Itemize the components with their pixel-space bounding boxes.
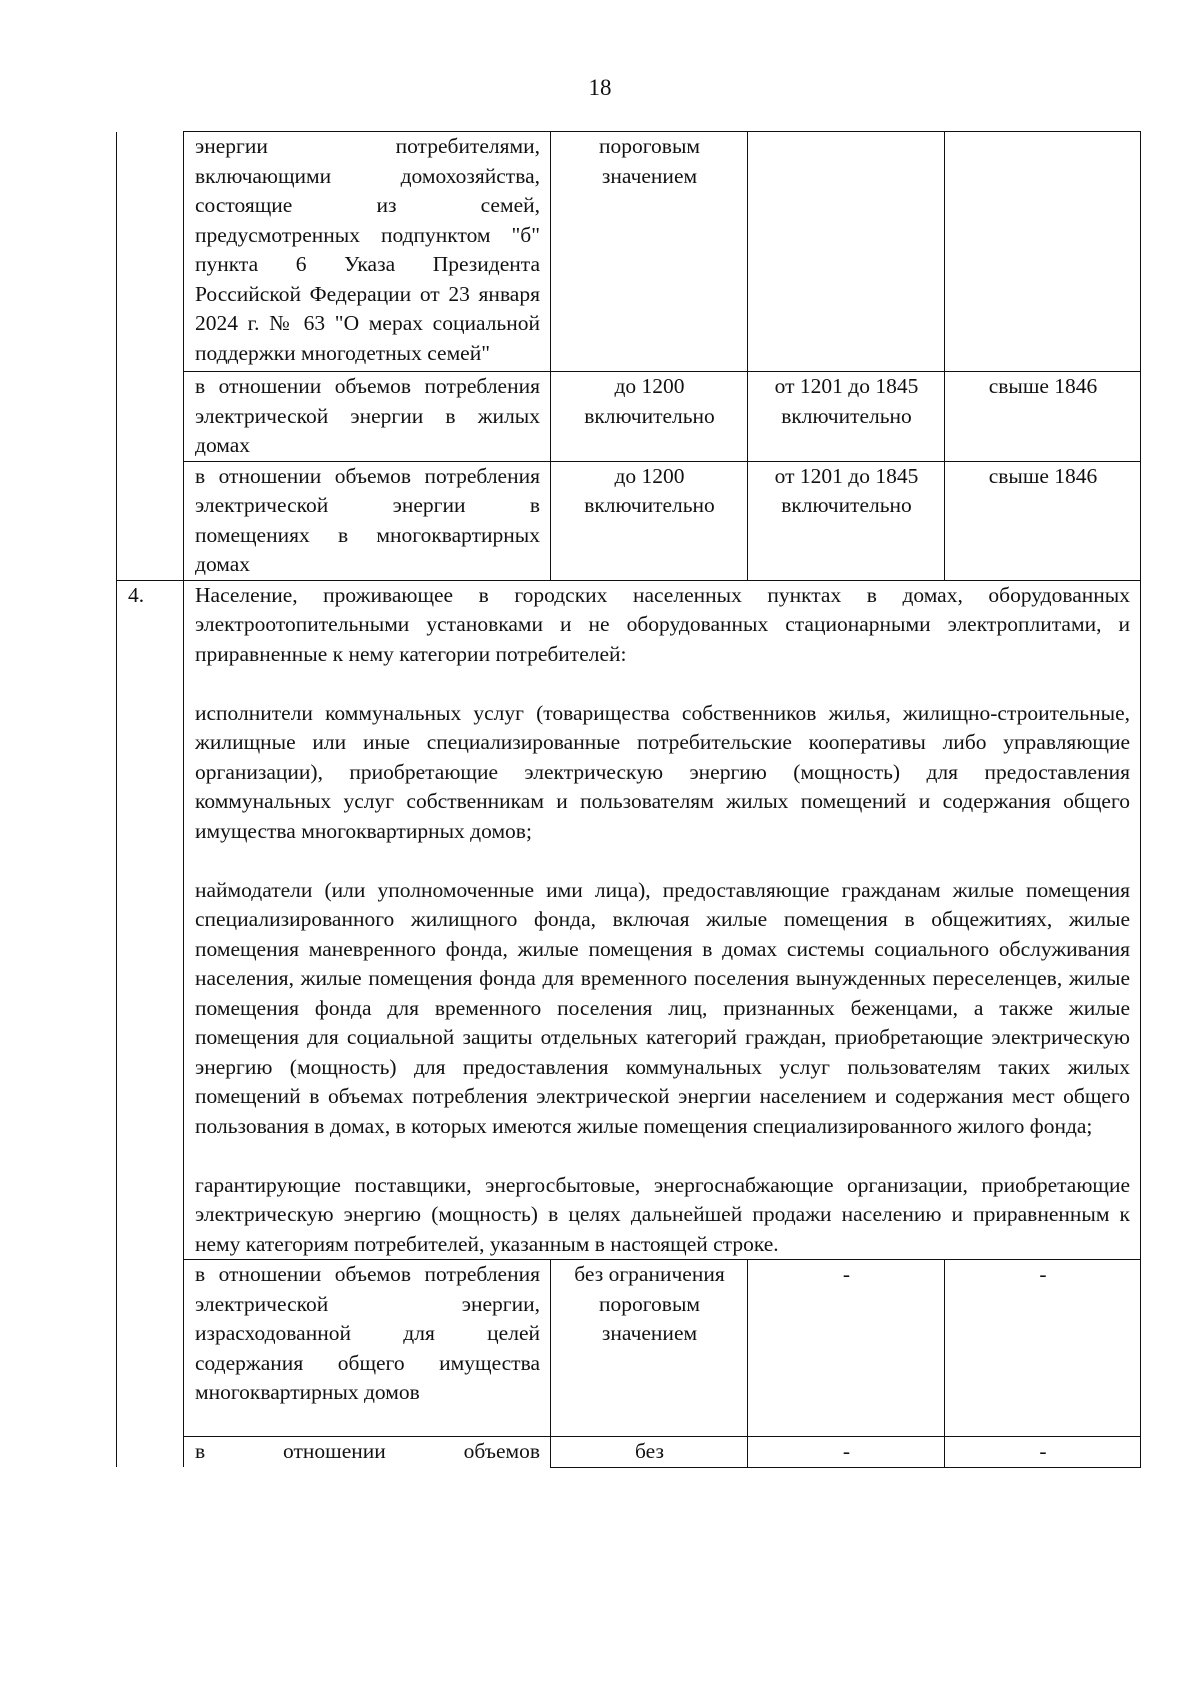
- page-number: 18: [588, 75, 612, 100]
- table-row: [117, 372, 1141, 462]
- row-number: 4.: [117, 580, 184, 1467]
- threshold-value-3: свыше 1846: [945, 372, 1141, 462]
- threshold-value-2: [748, 132, 945, 372]
- threshold-value-1: без: [551, 1437, 748, 1468]
- threshold-value-2: -: [748, 1260, 945, 1437]
- row-description: энергии потребителями, включающими домохозяйства, состоящие из семей, предусмотренных подпунктом "б" пункта 6 Указа Президента Российской Федерации от 23 января 2024 г. № 63 "О мерах социальной поддержки многодетных семей": [184, 132, 551, 372]
- threshold-value-3: -: [945, 1437, 1141, 1468]
- category-paragraph: гарантирующие поставщики, энергосбытовые, энергоснабжающие организации, приобретающие электрическую энергию (мощность) в целях дальнейшей продажи населению и приравненным к нему категориям потребителей, указанным в настоящей строке.: [195, 1172, 1130, 1256]
- threshold-value-2: от 1201 до 1845 включительно: [748, 461, 945, 580]
- threshold-value-1: до 1200 включительно: [551, 372, 748, 462]
- row-description: в отношении объемов: [184, 1437, 551, 1468]
- table-row: [117, 1437, 1141, 1468]
- row-description: в отношении объемов потребления электрической энергии в жилых домах: [184, 372, 551, 462]
- tariff-table: [116, 131, 1141, 1468]
- table-row: [117, 580, 1141, 1260]
- category-paragraph: исполнители коммунальных услуг (товарищества собственников жилья, жилищно-строительные, жилищные или иные специализированные потребительские кооперативы либо управляющие организации), приобретающие электрическую энергию (мощность) для предоставления коммунальных услуг собственникам и пользователям жилых помещений и содержания общего имущества многоквартирных домов;: [195, 700, 1130, 843]
- row-description: в отношении объемов потребления электрической энергии, израсходованной для целей содержания общего имущества многоквартирных домов: [184, 1260, 551, 1437]
- category-paragraph: Население, проживающее в городских населенных пунктах в домах, оборудованных электроотопительными установками и не оборудованных стационарными электроплитами, и приравненные к нему категории потребителей:: [195, 582, 1130, 666]
- threshold-value-1: пороговым значением: [551, 132, 748, 372]
- threshold-value-3: свыше 1846: [945, 461, 1141, 580]
- row-number-cell: [117, 372, 184, 462]
- row-description: в отношении объемов потребления электрической энергии в помещениях в многоквартирных домах: [184, 461, 551, 580]
- threshold-value-3: -: [945, 1260, 1141, 1437]
- threshold-value-1: без ограничения пороговым значением: [551, 1260, 748, 1437]
- threshold-value-2: от 1201 до 1845 включительно: [748, 372, 945, 462]
- threshold-value-2: -: [748, 1437, 945, 1468]
- table-row: [117, 132, 1141, 372]
- category-description: [184, 580, 1141, 1260]
- threshold-value-1: до 1200 включительно: [551, 461, 748, 580]
- category-paragraph: наймодатели (или уполномоченные ими лица), предоставляющие гражданам жилые помещения специализированного жилищного фонда, включая жилые помещения в общежитиях, жилые помещения маневренного фонда, жилые помещения в домах системы социального обслуживания населения, жилые помещения фонда для временного поселения вынужденных переселенцев, жилые помещения фонда для временного поселения лиц, признанных беженцами, а также жилые помещения для социальной защиты отдельных категорий граждан, приобретающие электрическую энергию (мощность) для предоставления коммунальных услуг пользователям таких жилых помещений в объемах потребления электрической энергии населением и содержания мест общего пользования в домах, в которых имеются жилые помещения специализированного жилого фонда;: [195, 877, 1130, 1138]
- row-number-cell: [117, 461, 184, 580]
- threshold-value-3: [945, 132, 1141, 372]
- table-row: [117, 461, 1141, 580]
- table-row: [117, 1260, 1141, 1437]
- row-number-cell: [117, 132, 184, 372]
